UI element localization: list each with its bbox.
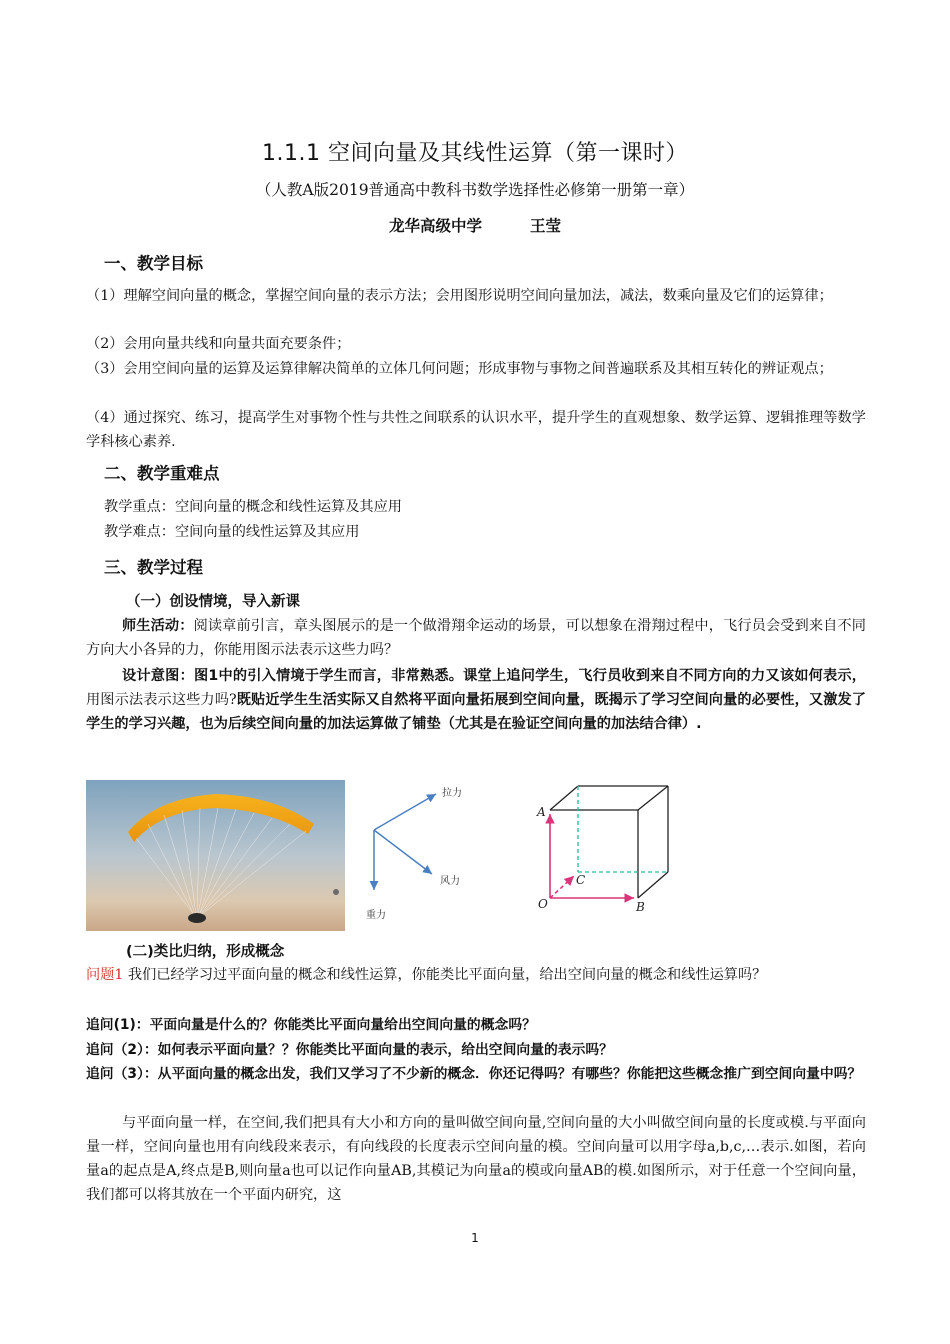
wind-force-arrow [374, 830, 432, 874]
difficult-point: 教学难点：空间向量的线性运算及其应用 [104, 524, 360, 540]
objective-1: （1）理解空间向量的概念，掌握空间向量的表示方法；会用图形说明空间向量加法，减法，数乘向量及它们的运算律； [86, 288, 833, 304]
intent-part-c: 既贴近学生生活实际又自然将平面向量拓展到空间向量，既揭示了学习空间向量的必要性，又激发了学生的学习兴趣，也为后续空间向量的加法运算做了铺垫（尤其是在验证空间向量的加法结合律）. [86, 692, 866, 732]
vector-oc [550, 876, 574, 898]
page-number: 1 [471, 1231, 479, 1245]
section1-heading: 一、教学目标 [104, 254, 203, 273]
pull-force-label: 拉力 [442, 788, 462, 799]
document-title: 1.1.1 空间向量及其线性运算（第一课时） [262, 141, 688, 166]
pull-force-arrow [374, 794, 436, 830]
key-point: 教学重点：空间向量的概念和线性运算及其应用 [104, 499, 402, 515]
cube-label-a: A [537, 805, 546, 819]
wind-force-label: 风力 [440, 876, 460, 887]
activity-label: 师生活动： [122, 618, 194, 634]
intent-paragraph [86, 664, 866, 736]
followup-2: 追问（2）：如何表示平面向量？？你能类比平面向量的表示，给出空间向量的表示吗？ [86, 1042, 613, 1058]
body-paragraph: 与平面向量一样，在空间,我们把具有大小和方向的量叫做空间向量,空间向量的大小叫做空间向量的长度或模.与平面向量一样，空间向量也用有向线段来表示，有向线段的长度表示空间向量的模。空间向量可以用字母a,b,c,…表示.如图，若向量a的起点是A,终点是B,则向量a也可以记作向量AB,其模记为向量a的模或向量AB的模.如图所示，对于任意一个空间向量，我们都可以将其放在一个平面内研究，这 [86, 1115, 866, 1203]
cube-vector-diagram [530, 780, 680, 920]
objective-2: （2）会用向量共线和向量共面充要条件； [86, 336, 351, 352]
document-subtitle: （人教A版2019普通高中教科书数学选择性必修第一册第一章） [255, 181, 695, 199]
section2-heading: 二、教学重难点 [104, 464, 220, 483]
paraglider-photo [86, 780, 345, 931]
question1-paragraph [86, 963, 866, 987]
objective-4: （4）通过探究、练习，提高学生对事物个性与共性之间联系的认识水平，提升学生的直观想象、数学运算、逻辑推理等数学学科核心素养. [86, 410, 866, 450]
followup-3: 追问（3）：从平面向量的概念出发，我们又学习了不少新的概念．你还记得吗？有哪些？你能把这些概念推广到空间向量中吗？ [86, 1066, 862, 1082]
subsection2-heading: (二)类比归纳，形成概念 [126, 944, 285, 960]
subsection1-heading: （一）创设情境，导入新课 [126, 594, 300, 610]
author-school: 龙华高级中学 [388, 217, 482, 235]
force-vector-diagram [360, 780, 490, 930]
activity-paragraph [86, 614, 866, 662]
cube-label-o: O [538, 897, 548, 911]
author-name: 王莹 [530, 217, 562, 235]
activity-text: 阅读章前引言，章头图展示的是一个做滑翔伞运动的场景，可以想象在滑翔过程中，飞行员会受到来自不同方向大小各异的力，你能用图示法表示这些力吗？ [86, 618, 866, 658]
intent-part-b: 用图示法表示这些力吗? [86, 692, 237, 708]
objective-3: （3）会用空间向量的运算及运算律解决简单的立体几何问题；形成事物与事物之间普遍联系及其相互转化的辨证观点； [86, 361, 833, 377]
section3-heading: 三、教学过程 [104, 558, 203, 577]
question1-text: 我们已经学习过平面向量的概念和线性运算，你能类比平面向量，给出空间向量的概念和线性运算吗？ [123, 967, 767, 983]
gravity-force-label: 重力 [366, 910, 386, 921]
intent-part-a: 设计意图：图1中的引入情境于学生而言，非常熟悉。课堂上追问学生，飞行员收到来自不同方向的力又该如何表示， [122, 668, 866, 684]
cube-label-c: C [576, 873, 586, 887]
cube-label-b: B [636, 900, 645, 914]
followup-1: 追问(1)：平面向量是什么的？你能类比平面向量给出空间向量的概念吗？ [86, 1017, 536, 1033]
author-line [0, 214, 950, 236]
question1-label: 问题1 [86, 967, 124, 983]
